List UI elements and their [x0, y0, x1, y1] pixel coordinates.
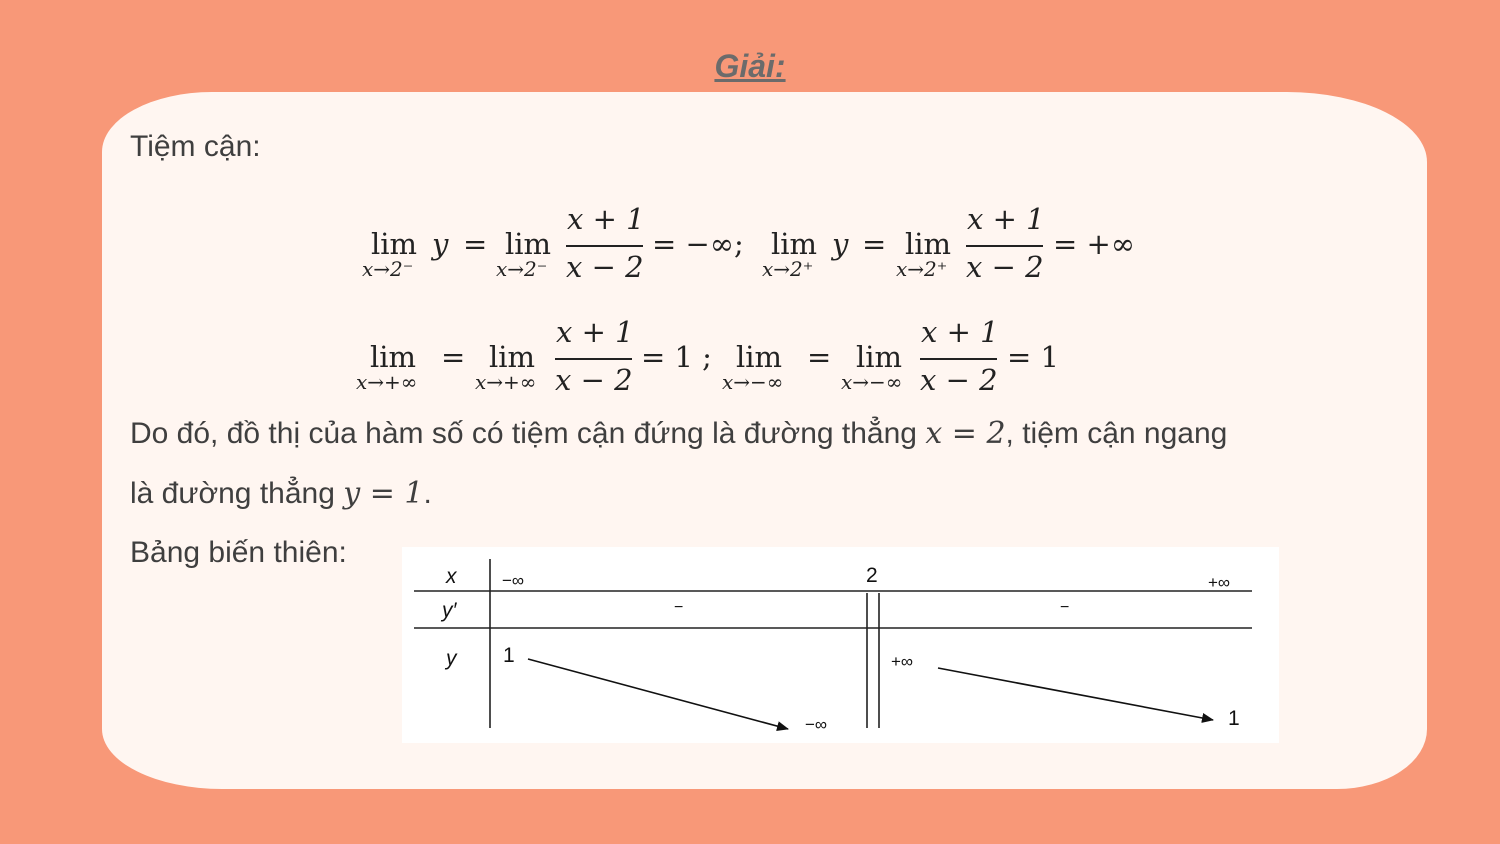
- x-neg-inf: −∞: [502, 571, 525, 590]
- table-label: Bảng biến thiên:: [130, 536, 347, 569]
- y-left-end: −∞: [805, 715, 828, 734]
- x-critical: 2: [866, 564, 878, 587]
- intro-label: Tiệm cận:: [130, 130, 261, 163]
- conclusion-line-2: là đường thẳng y = 1.: [130, 476, 432, 511]
- decreasing-arrow-left: [528, 659, 788, 729]
- row-label-y: y: [446, 647, 457, 670]
- fraction-bar: [920, 358, 997, 360]
- fraction-bar: [566, 245, 643, 247]
- derivative-sign-left: −: [674, 599, 684, 616]
- table-lines: [402, 547, 1279, 743]
- y-left-start: 1: [503, 644, 515, 667]
- derivative-sign-right: −: [1060, 599, 1070, 616]
- fraction-bar: [966, 245, 1043, 247]
- y-right-end: 1: [1228, 707, 1240, 730]
- y-right-start: +∞: [891, 652, 914, 671]
- fraction-bar: [555, 358, 632, 360]
- page-title: Giải:: [714, 48, 786, 84]
- decreasing-arrow-right: [938, 668, 1213, 720]
- conclusion-line-1: Do đó, đồ thị của hàm số có tiệm cận đứng là đường thẳng x = 2, tiệm cận ngang: [130, 416, 1228, 451]
- row-label-dy: y′: [442, 599, 457, 622]
- row-label-x: x: [446, 565, 457, 588]
- variation-table: [402, 547, 1279, 743]
- x-pos-inf: +∞: [1208, 573, 1231, 592]
